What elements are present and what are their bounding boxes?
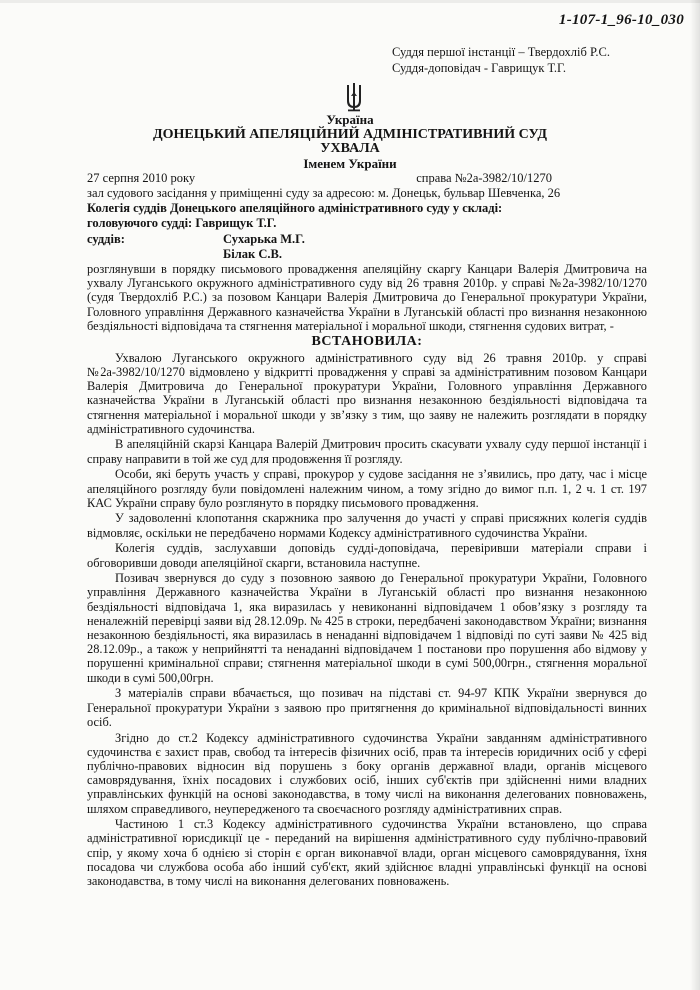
- judges-label: суддів:: [87, 232, 125, 246]
- scan-shade-top: [0, 0, 700, 3]
- panel-judge-2: Білак С.В.: [223, 247, 282, 261]
- body-paragraph: В апеляційній скарзі Канцара Валерій Дмитрович просить скасувати ухвалу суду першої інстанції і справу направити в той же суд для продовження її розгляду.: [87, 437, 647, 466]
- ruling-date: 27 серпня 2010 року: [87, 171, 196, 185]
- established-heading: ВСТАНОВИЛА:: [311, 333, 423, 349]
- in-name-of: Іменем України: [303, 155, 397, 171]
- document-type: УХВАЛА: [320, 141, 380, 156]
- panel-judge-1: Сухарька М.Г.: [223, 232, 305, 246]
- presiding-judge: головуючого судді: Гаврищук Т.Г.: [87, 216, 277, 230]
- document-heading: [0, 113, 700, 171]
- document-id: 1-107-1_96-10_030: [558, 12, 684, 28]
- ruling-body: [87, 262, 647, 890]
- venue: зал судового засідання у приміщенні суду за адресою: м. Донецьк, бульвар Шевченка, 26: [87, 186, 561, 200]
- preamble-paragraph: розглянувши в порядку письмового провадження апеляційну скаргу Канцари Валерія Дмитровича на ухвалу Луганського окружного адміністративного суду від 26 травня 2010р. у справі №2а-3982/10/1270 (судя Твердохліб Р.С.) за позовом Канцари Валерія Дмитровича до Генеральної прокуратури України, Головного управління Державного казначейства України в Луганській області про визнання незаконною бездіяльності відповідача та стягнення матеріальної і моральної шкоди, стягнення судових витрат, -: [87, 262, 647, 333]
- body-paragraph: Згідно до ст.2 Кодексу адміністративного судочинства України завданням адміністративного судочинства є захист прав, свобод та інтересів фізичних осіб, прав та інтересів юридичних осіб у сфері публічно-правових відносин від порушень з боку органів державної влади, органів місцевого самоврядування, їхніх посадових і службових осіб, інших суб'єктів при здійсненні ними владних управлінських функцій на основі законодавства, в тому числі на виконання делегованих повноважень, шляхом справедливого, неупередженого та своєчасного розгляду адміністративних справ.: [87, 730, 647, 816]
- panel-title: Колегія суддів Донецького апеляційного адміністративного суду у складі:: [87, 201, 503, 215]
- body-paragraph: Колегія суддів, заслухавши доповідь судді-доповідача, перевіривши матеріали справи і обговоривши доводи апеляційної скарги, встановила наступне.: [87, 541, 647, 570]
- body-paragraph: Особи, які беруть участь у справі, прокурор у судове засідання не з’явились, про дату, час і місце апеляційного розгляду були повідомлені належним чином, а тому згідно до вимог п.п. 1, 2 ч. 1 ст. 197 КАС України справу було розглянуто в порядку письмового провадження.: [87, 467, 647, 510]
- judges-block: [392, 44, 610, 76]
- trident-emblem-icon: [345, 82, 363, 112]
- body-paragraph: Позивач звернувся до суду з позовною заявою до Генеральної прокуратури України, Головного управління Державного казначейства України в Луганській області про визнання незаконною бездіяльності відповідача 1, яка виразилась у невиконанні відповідачем 1 обов’язку з розгляду та неналежній перевірці заяви від 28.12.09р. № 425 в строки, передбачені законодавством України; визнання незаконною бездіяльності, яка виразилась в ненаданні відповідачем 1 відповіді по суті заяви № 425 від 28.12.09р., а також у неприйнятті та ненаданні відповідачем 1 постанови про порушення або відмову у порушенні кримінальної справи; стягнення матеріальної шкоди в сумі 500,00грн., стягнення моральної шкоди в сумі 500,00грн.: [87, 571, 647, 685]
- court-name: ДОНЕЦЬКИЙ АПЕЛЯЦІЙНИЙ АДМІНІСТРАТИВНИЙ СУД: [152, 126, 548, 142]
- judge-first-instance: Суддя першої інстанції – Твердохліб Р.С.: [392, 45, 610, 59]
- body-paragraph: Ухвалою Луганського окружного адміністративного суду від 26 травня 2010р. у справі №2а-3982/10/1270 відмовлено у відкритті провадження у справі за адміністративним позовом Канцари Валерія Дмитровича до Генеральної прокуратури України, Головного управління Державного казначейства України в Луганській області про визнання незаконною бездіяльності відповідача та стягнення матеріальної і моральної шкоди у зв’язку з тим, що заяву не належить розглядати в порядку адміністративного судочинства.: [87, 350, 647, 436]
- body-paragraph: З матеріалів справи вбачається, що позивач на підставі ст. 94-97 КПК України звернувся до Генеральної прокуратури України з заявою про притягнення до кримінальної відповідальності винних осіб.: [87, 686, 647, 729]
- body-paragraph: Частиною 1 ст.3 Кодексу адміністративного судочинства України встановлено, що справа адміністративної юрисдикції це - переданий на вирішення адміністративного суду публічно-правовий спір, у якому хоча б однією зі сторін є орган виконавчої влади, орган місцевого самоврядування, їхня посадова чи службова особа або інший суб'єкт, який здійснює владні управлінські функції на основі законодавства, в тому числі на виконання делегованих повноважень.: [87, 817, 647, 889]
- body-paragraph: У задоволенні клопотання скаржника про залучення до участі у справі присяжних колегія суддів відмовляє, оскільки не передбачено нормами Кодексу адміністративного судочинства України.: [87, 511, 647, 540]
- date-case-row: [87, 171, 642, 186]
- judge-rapporteur: Суддя-доповідач - Гаврищук Т.Г.: [392, 61, 566, 75]
- country-name: Україна: [326, 112, 374, 127]
- case-number: справа №2а-3982/10/1270: [416, 171, 552, 185]
